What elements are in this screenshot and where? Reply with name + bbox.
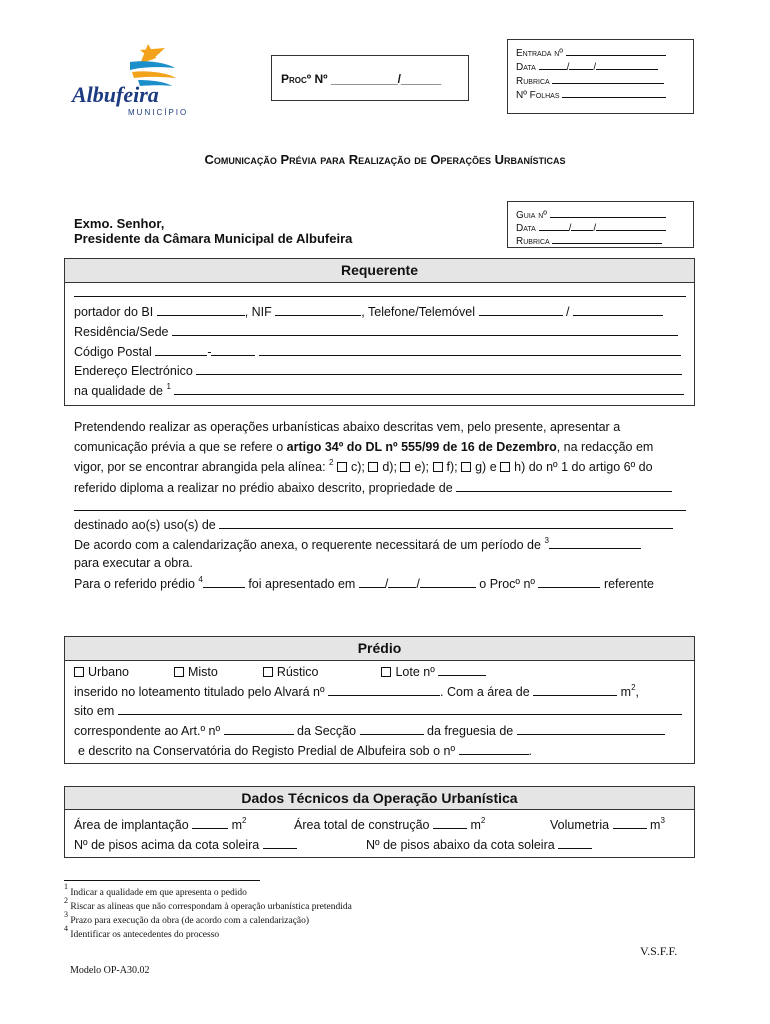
floors-below-label: Nº de pisos abaixo da cota soleira	[366, 838, 555, 852]
footnote-ref-2: 2	[329, 458, 334, 467]
entry-date-day[interactable]	[539, 58, 567, 70]
option-f-label: f);	[446, 460, 458, 474]
phone-label: , Telefone/Telemóvel	[361, 305, 476, 319]
guide-date-month[interactable]	[571, 219, 593, 231]
checkbox-c[interactable]	[337, 462, 347, 472]
footnote-ref-3: 3	[544, 536, 549, 545]
footnote-ref-1: 1	[166, 382, 171, 391]
implantation-field[interactable]	[192, 817, 228, 829]
addressee-line-1: Exmo. Senhor,	[74, 216, 165, 231]
guide-date-year[interactable]	[596, 219, 666, 231]
mobile-field[interactable]	[573, 304, 663, 316]
body-line-2-pre: comunicação prévia a que se refere o	[74, 440, 287, 454]
requerente-title: Requerente	[65, 259, 694, 283]
property-label: Para o referido prédio	[74, 577, 195, 591]
entry-number-label: Entrada nº	[516, 48, 563, 59]
process-value[interactable]: __________/______	[330, 72, 442, 86]
requerente-name-field[interactable]	[74, 285, 686, 297]
bi-field[interactable]	[157, 304, 245, 316]
body-line-3-pre: vigor, por se encontrar abrangida pela alínea:	[74, 460, 326, 474]
referring-label: referente	[603, 577, 654, 591]
email-label: Endereço Electrónico	[74, 364, 193, 378]
phone-slash: /	[565, 305, 570, 319]
lote-label: Lote nº	[395, 665, 435, 679]
misto-label: Misto	[187, 665, 218, 679]
entry-date-label: Data	[516, 62, 536, 73]
footnote-divider	[64, 880, 260, 881]
legal-reference: artigo 34º do DL nº 555/99 de 16 de Dezembro	[286, 440, 557, 454]
guide-number-field[interactable]	[550, 206, 666, 218]
guide-box: Guia nº Data / / Rubrica	[507, 201, 694, 248]
implantation-unit: m	[231, 818, 243, 832]
postal-code-label: Código Postal	[74, 345, 152, 359]
entry-date-year[interactable]	[596, 58, 658, 70]
calendar-label: De acordo com a calendarização anexa, o requerente necessitará de um período de	[74, 538, 541, 552]
guide-date-label: Data	[516, 223, 536, 234]
checkbox-f[interactable]	[433, 462, 443, 472]
use-label: destinado ao(s) uso(s) de	[74, 518, 216, 532]
email-field[interactable]	[196, 363, 682, 375]
guide-date-day[interactable]	[539, 219, 569, 231]
checkbox-urbano[interactable]	[74, 667, 84, 677]
checkbox-h[interactable]	[500, 462, 510, 472]
footnote-4: $^4$ Identificar os antecedentes do processo	[64, 924, 220, 940]
option-d-label: d);	[382, 460, 397, 474]
option-g-label: g) e	[475, 460, 497, 474]
capacity-label: na qualidade de	[74, 384, 163, 398]
permit-field[interactable]	[328, 684, 440, 696]
bi-label: portador do BI	[74, 305, 154, 319]
logo-subtitle: MUNICÍPIO	[128, 108, 189, 117]
presented-day[interactable]	[359, 576, 385, 588]
entry-pages-field[interactable]	[562, 86, 666, 98]
parish-label: da freguesia de	[427, 724, 514, 738]
section-field[interactable]	[360, 723, 424, 735]
proc-field[interactable]	[538, 576, 600, 588]
turn-page-note: V.S.F.F.	[640, 944, 678, 958]
phone-field[interactable]	[479, 304, 563, 316]
entry-signature-field[interactable]	[552, 72, 664, 84]
postal-code-prefix[interactable]	[155, 344, 207, 356]
checkbox-lote[interactable]	[381, 667, 391, 677]
volumetry-label: Volumetria	[550, 818, 610, 832]
body-line-2-post: , na redacção em	[556, 440, 654, 454]
process-label: Procº Nº	[281, 72, 328, 86]
volumetry-field[interactable]	[613, 817, 647, 829]
entry-registration-box: Entrada nº Data / / Rubrica Nº Folhas	[507, 39, 694, 114]
checkbox-misto[interactable]	[174, 667, 184, 677]
period-field[interactable]	[549, 537, 641, 549]
owner-label: referido diploma a realizar no prédio abaixo descrito, propriedade de	[74, 481, 453, 495]
checkbox-d[interactable]	[368, 462, 378, 472]
municipality-logo	[70, 40, 200, 120]
area-unit: m	[620, 685, 632, 699]
footnote-3: $^3$ Prazo para execução da obra (de acordo com a calendarização)	[64, 910, 310, 926]
floors-below-field[interactable]	[558, 837, 592, 849]
addressee-line-2: Presidente da Câmara Municipal de Albufeira	[74, 231, 353, 246]
option-c-label: c);	[350, 460, 365, 474]
area-label: . Com a área de	[440, 685, 530, 699]
footnote-2: $^2$ Riscar as alíneas que não correspondam à operação urbanística pretendida	[64, 896, 352, 912]
process-number-box	[271, 55, 469, 101]
parish-field[interactable]	[517, 723, 665, 735]
guide-signature-label: Rubrica	[516, 236, 550, 247]
presented-month[interactable]	[388, 576, 416, 588]
predio-title: Prédio	[65, 637, 694, 661]
construction-unit: m	[470, 818, 481, 832]
footnote-ref-4: 4	[198, 575, 203, 584]
postal-locality-field[interactable]	[259, 344, 681, 356]
execute-label: para executar a obra.	[74, 556, 193, 570]
owner-field-continued[interactable]	[74, 499, 686, 511]
postal-code-suffix[interactable]	[211, 344, 255, 356]
article-field[interactable]	[224, 723, 294, 735]
location-field[interactable]	[118, 703, 682, 715]
guide-number-label: Guia nº	[516, 210, 547, 221]
proc-label: o Procº nº	[479, 577, 535, 591]
subdivision-label: inserido no loteamento titulado pelo Alvará nº	[74, 685, 325, 699]
checkbox-e[interactable]	[400, 462, 410, 472]
capacity-field[interactable]	[174, 383, 684, 395]
presented-label: foi apresentado em	[248, 577, 356, 591]
footnote-1: $^1$ Indicar a qualidade em que apresenta o pedido	[64, 882, 247, 898]
volumetry-unit-exp: 3	[660, 816, 665, 825]
postal-dash: -	[207, 345, 212, 359]
guide-signature-field[interactable]	[552, 232, 662, 244]
checkbox-g[interactable]	[461, 462, 471, 472]
entry-signature-label: Rubrica	[516, 76, 550, 87]
area-unit-exp: 2	[631, 683, 636, 692]
nif-label: , NIF	[244, 305, 272, 319]
article-label: correspondente ao Art.º nº	[74, 724, 221, 738]
lote-field[interactable]	[438, 664, 486, 676]
volumetry-unit: m	[650, 818, 661, 832]
owner-field[interactable]	[456, 480, 672, 492]
antecedent-field[interactable]	[203, 576, 245, 588]
construction-label: Área total de construção	[294, 818, 430, 832]
registry-end: .	[528, 744, 532, 758]
logo-name: Albufeira	[72, 82, 159, 107]
technical-data-title: Dados Técnicos da Operação Urbanística	[65, 787, 694, 810]
location-label: sito em	[74, 704, 115, 718]
form-model-code: Modelo OP-A30.02	[70, 965, 150, 976]
footnotes	[64, 882, 352, 942]
registry-field[interactable]	[459, 743, 529, 755]
residence-field[interactable]	[172, 324, 678, 336]
construction-unit-exp: 2	[480, 816, 486, 825]
document-title: Comunicação Prévia para Realização de Operações Urbanísticas	[204, 152, 566, 167]
entry-number-field[interactable]	[566, 44, 666, 56]
body-line-1: Pretendendo realizar as operações urbanísticas abaixo descritas vem, pelo presente, apresentar a	[74, 420, 621, 434]
implantation-unit-exp: 2	[242, 816, 247, 825]
option-h-label: h) do nº 1 do artigo 6º do	[514, 460, 653, 474]
urbano-label: Urbano	[88, 665, 129, 679]
presented-year[interactable]	[420, 576, 476, 588]
residence-label: Residência/Sede	[74, 325, 169, 339]
floors-above-field[interactable]	[263, 837, 297, 849]
use-field[interactable]	[219, 517, 673, 529]
entry-pages-label: Nº Folhas	[516, 90, 560, 101]
rustico-label: Rústico	[276, 665, 319, 679]
entry-date-month[interactable]	[569, 58, 593, 70]
floors-above-label: Nº de pisos acima da cota soleira	[74, 838, 260, 852]
implantation-label: Área de implantação	[74, 818, 189, 832]
nif-field[interactable]	[275, 304, 361, 316]
construction-field[interactable]	[433, 817, 467, 829]
registry-label: e descrito na Conservatória do Registo Predial de Albufeira sob o nº	[78, 744, 456, 758]
option-e-label: e);	[414, 460, 430, 474]
checkbox-rustico[interactable]	[263, 667, 273, 677]
area-field[interactable]	[533, 684, 617, 696]
section-label: da Secção	[297, 724, 357, 738]
